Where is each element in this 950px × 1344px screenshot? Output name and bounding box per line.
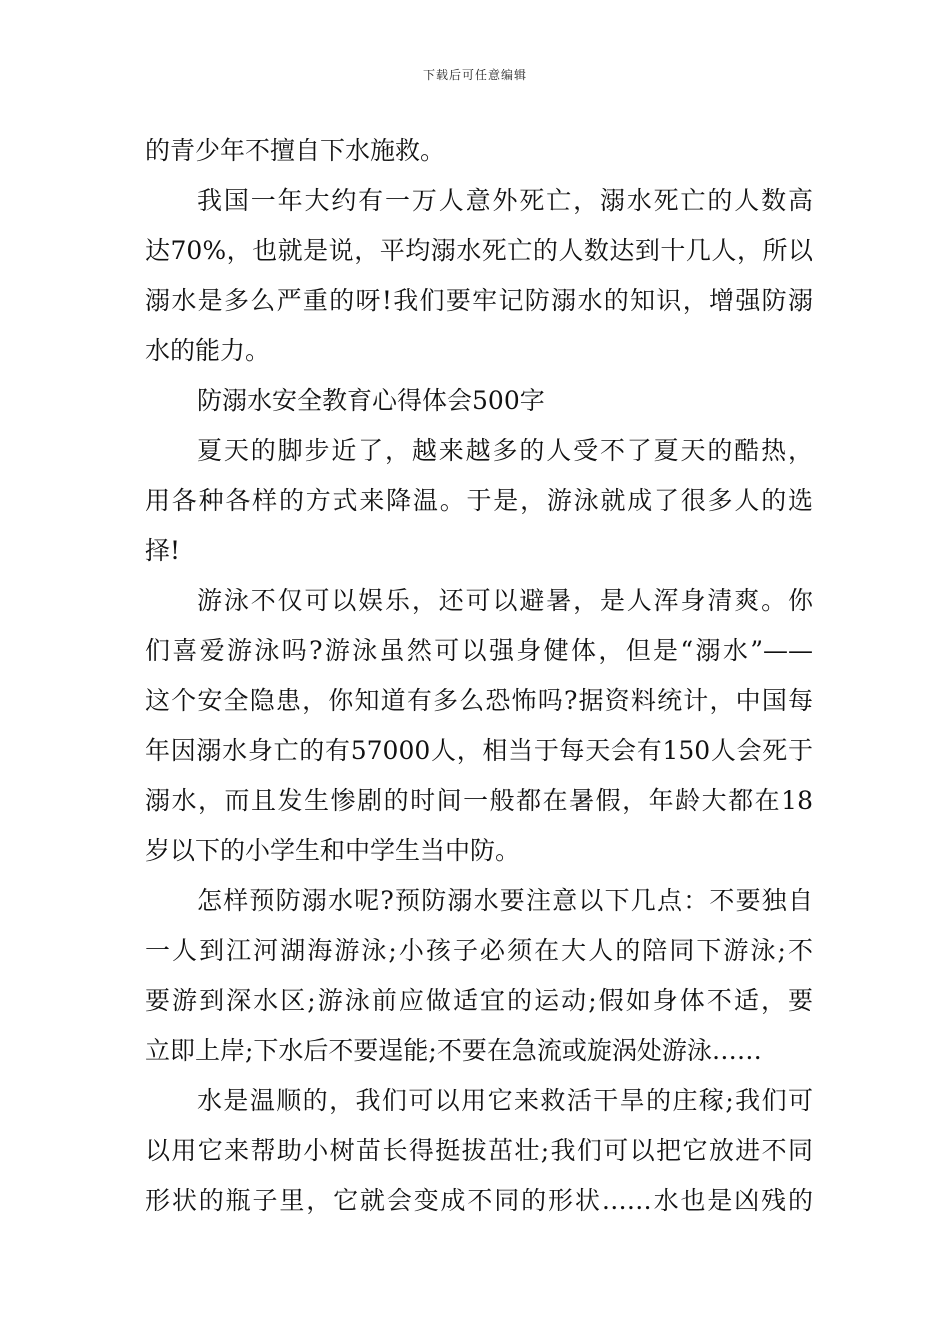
text-line: 溺水是多么严重的呀!我们要牢记防溺水的知识，增强防溺 [145,286,813,315]
text-line: 水是温顺的，我们可以用它来救活干旱的庄稼;我们可 [197,1086,813,1115]
text-line: 游泳不仅可以娱乐，还可以避暑，是人浑身清爽。你 [197,586,813,615]
section-heading: 防溺水安全教育心得体会500字 [197,386,545,415]
text-line: 溺水，而且发生惨剧的时间一般都在暑假，年龄大都在18 [145,786,813,815]
text-line: 立即上岸;下水后不要逞能;不要在急流或旋涡处游泳…… [145,1036,762,1065]
text-line: 怎样预防溺水呢?预防溺水要注意以下几点：不要独自 [197,886,813,915]
document-body [145,126,813,1226]
text-line: 形状的瓶子里，它就会变成不同的形状……水也是凶残的 [145,1186,813,1215]
text-line: 择! [145,536,181,565]
text-line: 这个安全隐患，你知道有多么恐怖吗?据资料统计，中国每 [145,686,813,715]
text-line: 我国一年大约有一万人意外死亡，溺水死亡的人数高 [197,186,813,215]
text-line: 年因溺水身亡的有57000人，相当于每天会有150人会死于 [145,736,813,765]
page-header: 下载后可任意编辑 [422,68,527,82]
text-line: 以用它来帮助小树苗长得挺拔茁壮;我们可以把它放进不同 [145,1136,813,1165]
text-line: 岁以下的小学生和中学生当中防。 [145,836,521,865]
text-line: 夏天的脚步近了，越来越多的人受不了夏天的酷热， [197,436,813,465]
text-line: 水的能力。 [145,336,271,365]
text-line: 们喜爱游泳吗?游泳虽然可以强身健体，但是“溺水”—— [145,636,813,665]
text-line: 达70%，也就是说，平均溺水死亡的人数达到十几人，所以 [145,236,813,265]
text-line: 的青少年不擅自下水施救。 [145,136,446,165]
text-line: 要游到深水区;游泳前应做适宜的运动;假如身体不适，要 [145,986,813,1015]
text-line: 用各种各样的方式来降温。于是，游泳就成了很多人的选 [145,486,813,515]
text-line: 一人到江河湖海游泳;小孩子必须在大人的陪同下游泳;不 [145,936,813,965]
